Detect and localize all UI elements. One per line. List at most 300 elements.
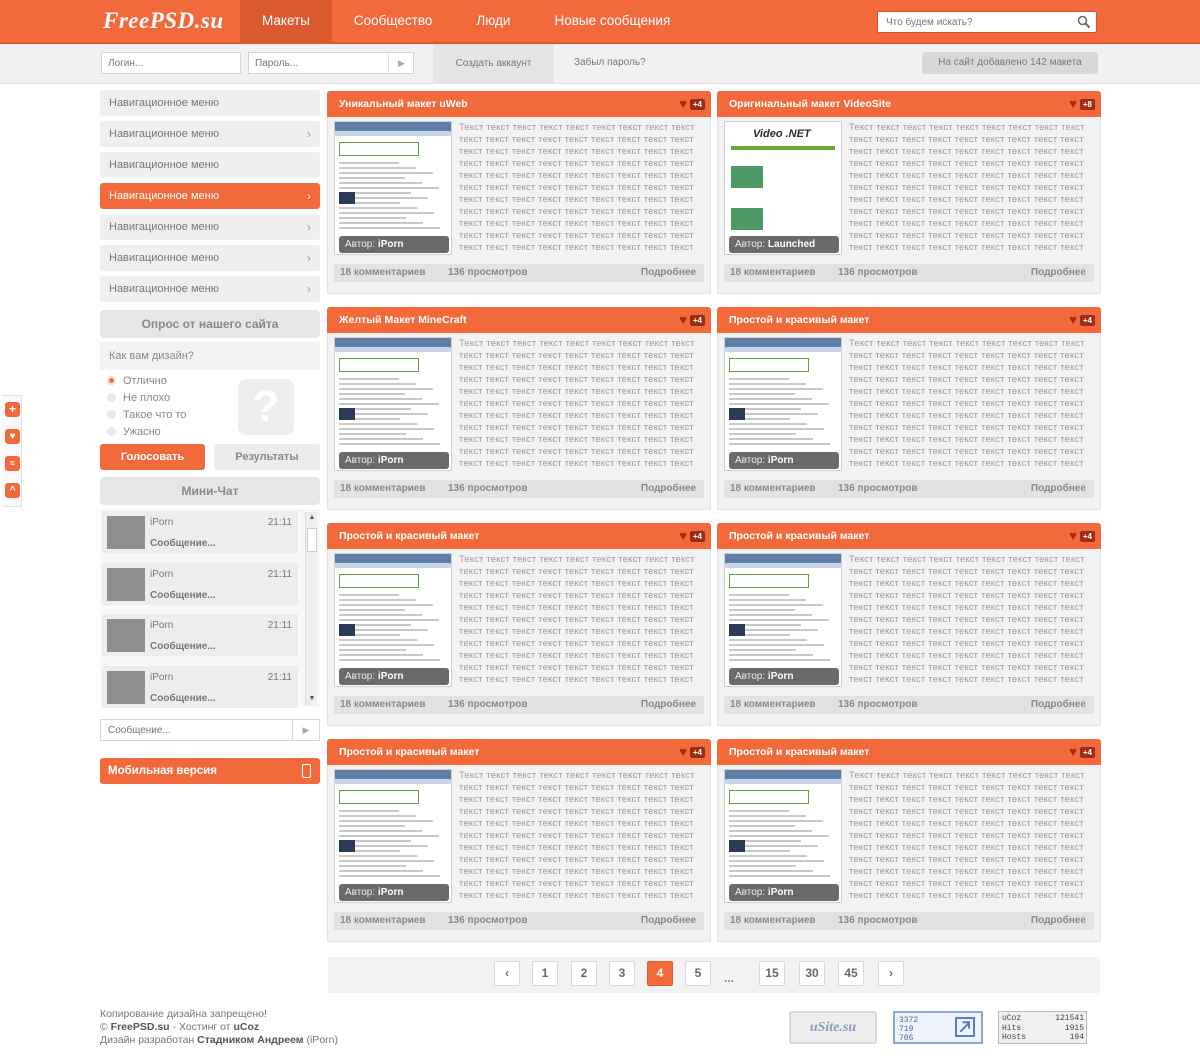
thumbnail-line	[729, 855, 807, 857]
scroll-down-arrow-icon[interactable]: ▼	[308, 695, 316, 702]
poll-option-label: Ужасно	[123, 426, 161, 438]
thumbnail-line	[339, 187, 439, 189]
stats-total: 121541	[1055, 1014, 1084, 1023]
nav-people[interactable]: Люди	[476, 13, 511, 28]
card-thumbnail[interactable]	[334, 769, 452, 903]
card-thumbnail[interactable]	[724, 337, 842, 471]
more-link[interactable]: Подробнее	[640, 915, 696, 926]
card-body	[717, 765, 1101, 942]
rating-badge: +4	[690, 99, 705, 110]
thumbnail-line	[729, 875, 830, 877]
heart-icon[interactable]: ♥	[5, 429, 20, 444]
thumbnail-line	[729, 433, 796, 435]
views-count: 136 просмотров	[448, 267, 528, 278]
next-page-button[interactable]: ›	[878, 961, 904, 986]
phone-icon	[302, 764, 311, 778]
author-pill	[339, 236, 449, 253]
thumbnail-line	[339, 810, 399, 812]
nav-item-label: Навигационное меню	[109, 190, 219, 202]
thumbnail-line	[729, 860, 824, 862]
radio-selected-icon[interactable]	[107, 376, 116, 385]
page-link[interactable]: 15	[759, 961, 785, 986]
views-count: 136 просмотров	[838, 267, 918, 278]
mini-chat-title: Мини-Чат	[100, 477, 320, 505]
chat-time: 21:11	[267, 672, 292, 683]
card-description: Текст текст текст текст текст текст текст текст текст текст текст текст текст текст текст текст текст текст текст текст текст текст текст текст текст текст текст текст текст текст текст текст текст текст текст текст текст текст текст текст текст текст текст текст текст текст текст текст текст текст текст текст текст текст текст текст текст текст текст текст текст текст текст текст текст текст текст текст текст текст текст текст текст текст текст текст текст текст текст текст текст текст текст текст текст текст текст текст текст текст текст текст текст текст текст текст текст текст текст	[849, 553, 1085, 685]
card-body	[327, 549, 711, 726]
copyright-sign: ©	[100, 1021, 111, 1033]
author-label: Автор:	[735, 671, 766, 682]
thumbnail-line	[729, 659, 830, 661]
designer-suffix: (iPorn)	[303, 1034, 338, 1046]
card-header[interactable]	[327, 307, 711, 333]
sidebar-nav-item[interactable]	[100, 121, 320, 147]
thumbnail-line	[729, 649, 796, 651]
heart-icon[interactable]: ♥	[679, 312, 687, 327]
thumbnail-line	[729, 443, 830, 445]
thumbnail-topbar	[335, 122, 451, 131]
nav-item-label: Навигационное меню	[109, 221, 219, 233]
thumbnail-line	[339, 654, 423, 656]
poll-option-label: Не плохо	[123, 392, 171, 404]
site-logo[interactable]: FreePSD.su	[103, 8, 224, 33]
sidebar-nav-item[interactable]	[100, 245, 320, 271]
thumbnail-line	[729, 594, 789, 596]
thumbnail-line	[339, 604, 433, 606]
comments-count[interactable]: 18 комментариев	[340, 267, 426, 278]
author-pill	[339, 668, 449, 685]
more-link[interactable]: Подробнее	[1030, 915, 1086, 926]
thumbnail-line	[339, 162, 399, 164]
card-footer	[724, 480, 1094, 498]
thumbnail-line	[339, 820, 433, 822]
poll-option-label: Такое что то	[123, 409, 187, 421]
thumbnail-line	[729, 815, 806, 817]
card-header[interactable]	[717, 523, 1101, 549]
stats-hosts: 194	[1069, 1033, 1084, 1042]
thumbnail-line	[339, 815, 416, 817]
create-account-link[interactable]: Создать аккаунт	[433, 44, 554, 84]
thumbnail-line	[339, 865, 406, 867]
author-name[interactable]: iPorn	[767, 887, 794, 898]
views-count: 136 просмотров	[838, 915, 918, 926]
nav-item-label: Навигационное меню	[109, 283, 219, 295]
scroll-thumb[interactable]	[307, 528, 317, 552]
comments-count[interactable]: 18 комментариев	[340, 699, 426, 710]
thumbnail-block	[339, 192, 355, 204]
card-body	[327, 117, 711, 294]
author-pill	[729, 668, 839, 685]
sidebar-nav-item[interactable]	[100, 214, 320, 240]
thumbnail-line	[339, 428, 434, 430]
thumbnail-line	[339, 398, 422, 400]
chat-send-button[interactable]: ▶	[293, 719, 320, 741]
card-header[interactable]	[327, 91, 711, 117]
author-label: Автор:	[345, 239, 376, 250]
poll-option[interactable]	[107, 408, 186, 422]
card-thumbnail[interactable]	[334, 121, 452, 255]
poll-title: Опрос от нашего сайта	[100, 310, 320, 338]
thumbnail-line	[729, 614, 812, 616]
author-name[interactable]: Launched	[767, 239, 816, 250]
author-name[interactable]: iPorn	[767, 455, 794, 466]
thumbnail-line	[339, 830, 422, 832]
thumbnail-line	[339, 403, 439, 405]
author-pill	[729, 452, 839, 469]
thumbnail-line	[339, 172, 433, 174]
views-count: 136 просмотров	[448, 483, 528, 494]
layouts-count-badge: На сайт добавлено 142 макета	[922, 52, 1098, 74]
thumbnail-frame	[729, 358, 809, 372]
author-name[interactable]: iPorn	[377, 239, 404, 250]
login-submit-button[interactable]: ▶	[388, 52, 414, 74]
thumbnail-line	[729, 609, 795, 611]
thumbnail-line	[339, 649, 406, 651]
arrow-up-right-icon	[955, 1017, 975, 1037]
poll-question: Как вам дизайн?	[100, 342, 320, 370]
views-count: 136 просмотров	[838, 699, 918, 710]
chat-time: 21:11	[267, 620, 292, 631]
chat-message	[102, 666, 298, 708]
thumbnail-topbar	[725, 554, 841, 563]
thumbnail-block	[729, 624, 745, 636]
scroll-up-icon[interactable]: ^	[5, 483, 20, 498]
nav-item-label: Навигационное меню	[109, 159, 219, 171]
card-body	[717, 333, 1101, 510]
card-title[interactable]: Простой и красивый макет	[339, 530, 480, 542]
rating-badge: +8	[1080, 99, 1095, 110]
thumbnail-line	[729, 393, 795, 395]
poll-option[interactable]	[107, 391, 170, 405]
thumbnail-line	[339, 619, 439, 621]
poll-option[interactable]	[107, 374, 167, 388]
thumbnail-line	[339, 207, 417, 209]
card-title[interactable]: Простой и красивый макет	[729, 746, 870, 758]
pagination	[328, 957, 1100, 993]
thumbnail-line	[729, 378, 789, 380]
heart-icon[interactable]: ♥	[1069, 96, 1077, 111]
thumbnail-line	[729, 388, 823, 390]
card-thumbnail[interactable]	[724, 769, 842, 903]
page-link-current[interactable]: 4	[647, 961, 673, 986]
thumbnail-line	[729, 810, 789, 812]
comments-count[interactable]: 18 комментариев	[340, 915, 426, 926]
page-link[interactable]: 1	[532, 961, 558, 986]
thumbnail-menubar	[335, 779, 451, 784]
sidebar-nav-item[interactable]	[100, 90, 320, 116]
chat-time: 21:11	[267, 569, 292, 580]
vote-button[interactable]: Голосовать	[100, 444, 205, 470]
thumbnail-block	[731, 208, 763, 230]
designer-name[interactable]: Стадником Андреем	[197, 1034, 304, 1046]
card-header[interactable]	[327, 523, 711, 549]
radio-icon[interactable]	[107, 393, 116, 402]
site-link[interactable]: FreePSD.su	[110, 1021, 170, 1033]
counter-value: 3372	[899, 1016, 919, 1025]
add-icon[interactable]: +	[5, 402, 20, 417]
author-name[interactable]: iPorn	[767, 671, 794, 682]
author-pill	[339, 884, 449, 901]
page-link[interactable]: 3	[609, 961, 635, 986]
comments-count[interactable]: 18 комментариев	[730, 699, 816, 710]
author-label: Автор:	[735, 239, 766, 250]
thumbnail-line	[339, 659, 440, 661]
chat-message	[102, 511, 298, 553]
card-footer	[334, 264, 704, 282]
thumbnail-line	[339, 594, 399, 596]
card-title[interactable]: Простой и красивый макет	[729, 314, 870, 326]
thumbnail-line	[339, 222, 423, 224]
chat-username[interactable]: iPorn	[150, 517, 174, 528]
mobile-version-button[interactable]	[100, 758, 320, 784]
radio-icon[interactable]	[107, 427, 116, 436]
more-link[interactable]: Подробнее	[640, 267, 696, 278]
thumbnail-line	[339, 860, 434, 862]
chevron-right-icon: ›	[307, 220, 311, 234]
author-label: Автор:	[735, 887, 766, 898]
thumbnail-frame	[729, 574, 809, 588]
chat-text: Сообщение...	[150, 590, 216, 601]
nav-item-label: Навигационное меню	[109, 128, 219, 140]
thumbnail-line	[729, 835, 829, 837]
chat-text: Сообщение...	[150, 538, 216, 549]
results-button[interactable]: Результаты	[214, 444, 320, 470]
avatar[interactable]	[107, 671, 145, 704]
card-title[interactable]: Уникальный макет uWeb	[339, 98, 468, 110]
avatar[interactable]	[107, 619, 145, 652]
nav-item-label: Навигационное меню	[109, 97, 219, 109]
thumbnail-line	[339, 639, 417, 641]
thumbnail-frame	[339, 358, 419, 372]
question-mark-icon: ?	[238, 379, 294, 435]
comments-count[interactable]: 18 комментариев	[730, 915, 816, 926]
comments-count[interactable]: 18 комментариев	[730, 483, 816, 494]
card-thumbnail[interactable]	[334, 553, 452, 687]
thumbnail-line	[339, 875, 440, 877]
thumbnail-line	[339, 212, 434, 214]
counter-value: 706	[899, 1034, 914, 1043]
sidebar-nav-item[interactable]	[100, 152, 320, 178]
thumbnail-line	[729, 428, 824, 430]
thumbnail-line	[339, 388, 433, 390]
card-title[interactable]: Простой и красивый макет	[729, 530, 870, 542]
usite-banner[interactable]: uSite.su	[789, 1011, 877, 1044]
rating-badge: +4	[1080, 315, 1095, 326]
comments-count[interactable]: 18 комментариев	[730, 267, 816, 278]
author-label: Автор:	[345, 671, 376, 682]
avatar[interactable]	[107, 516, 145, 549]
page-link[interactable]: 45	[838, 961, 864, 986]
card-description: Текст текст текст текст текст текст текст текст текст текст текст текст текст текст текст текст текст текст текст текст текст текст текст текст текст текст текст текст текст текст текст текст текст текст текст текст текст текст текст текст текст текст текст текст текст текст текст текст текст текст текст текст текст текст текст текст текст текст текст текст текст текст текст текст текст текст текст текст текст текст текст текст текст текст текст текст текст текст текст текст текст текст текст текст текст текст текст текст текст текст текст текст текст текст текст текст текст текст текст	[849, 337, 1085, 469]
thumbnail-line	[339, 599, 416, 601]
thumbnail-line	[729, 825, 795, 827]
author-label: Автор:	[345, 887, 376, 898]
search-box	[877, 11, 1097, 33]
thumbnail-bar	[731, 146, 835, 150]
thumbnail-line	[339, 182, 422, 184]
author-name[interactable]: iPorn	[377, 887, 404, 898]
login-bar	[0, 44, 1200, 84]
card-thumbnail[interactable]	[334, 337, 452, 471]
thumbnail-line	[339, 227, 440, 229]
chat-message	[102, 614, 298, 656]
more-link[interactable]: Подробнее	[640, 699, 696, 710]
ucoz-counter-banner[interactable]	[893, 1011, 983, 1044]
thumbnail-line	[729, 865, 796, 867]
card-description: Текст текст текст текст текст текст текст текст текст текст текст текст текст текст текст текст текст текст текст текст текст текст текст текст текст текст текст текст текст текст текст текст текст текст текст текст текст текст текст текст текст текст текст текст текст текст текст текст текст текст текст текст текст текст текст текст текст текст текст текст текст текст текст текст текст текст текст текст текст текст текст текст текст текст текст текст текст текст текст текст текст текст текст текст текст текст текст текст текст текст текст текст текст текст текст текст текст текст текст	[849, 769, 1085, 901]
thumbnail-line	[729, 383, 806, 385]
chat-text: Сообщение...	[150, 693, 216, 704]
thumbnail-line	[729, 654, 813, 656]
card-title[interactable]: Простой и красивый макет	[339, 746, 480, 758]
author-pill	[339, 452, 449, 469]
rating-badge: +4	[1080, 747, 1095, 758]
thumbnail-line	[339, 614, 422, 616]
heart-icon[interactable]: ♥	[679, 744, 687, 759]
chevron-right-icon: ›	[307, 189, 311, 203]
more-link[interactable]: Подробнее	[1030, 699, 1086, 710]
chat-scrollbar[interactable]	[305, 512, 317, 705]
poll-option-label: Отлично	[123, 375, 167, 387]
chat-username[interactable]: iPorn	[150, 569, 174, 580]
thumbnail-logo: Video .NET	[753, 128, 811, 140]
ucoz-stats-counter[interactable]	[998, 1011, 1087, 1044]
comments-count[interactable]: 18 комментариев	[340, 483, 426, 494]
card-header[interactable]	[717, 739, 1101, 765]
more-link[interactable]: Подробнее	[1030, 267, 1086, 278]
poll-option[interactable]	[107, 425, 161, 439]
thumbnail-menubar	[725, 347, 841, 352]
card-footer	[334, 480, 704, 498]
designer-prefix: Дизайн разработан	[100, 1034, 198, 1046]
views-count: 136 просмотров	[448, 699, 528, 710]
thumbnail-line	[339, 167, 416, 169]
hosting-text: - Хостинг от	[169, 1021, 234, 1033]
heart-icon[interactable]: ♥	[1069, 528, 1077, 543]
thumbnail-line	[729, 599, 806, 601]
card-title[interactable]: Желтый Макет MineCraft	[339, 314, 467, 326]
main-nav	[240, 0, 692, 44]
card-header[interactable]	[717, 307, 1101, 333]
chevron-right-icon: ›	[307, 282, 311, 296]
thumbnail-topbar	[725, 338, 841, 347]
thumbnail-line	[339, 378, 399, 380]
stats-title: uCoz	[1002, 1014, 1022, 1023]
sidebar-menu	[100, 90, 320, 307]
card-footer	[334, 912, 704, 930]
heart-icon[interactable]: ♥	[679, 96, 687, 111]
thumbnail-topbar	[335, 338, 451, 347]
search-icon[interactable]	[1077, 15, 1091, 29]
card-footer	[724, 264, 1094, 282]
more-link[interactable]: Подробнее	[640, 483, 696, 494]
thumbnail-line	[339, 443, 440, 445]
copy-notice: Копирование дизайна запрещено!	[100, 1008, 267, 1020]
thumbnail-line	[339, 855, 417, 857]
thumbnail-line	[729, 619, 829, 621]
thumbnail-line	[339, 383, 416, 385]
author-pill	[729, 884, 839, 901]
card-thumbnail[interactable]	[724, 553, 842, 687]
rss-icon[interactable]: ≈	[5, 456, 20, 471]
pagination-ellipsis: ...	[724, 971, 735, 985]
card-body	[327, 333, 711, 510]
sidebar-nav-item[interactable]	[100, 276, 320, 302]
avatar[interactable]	[107, 568, 145, 601]
host-link[interactable]: uCoz	[233, 1021, 260, 1033]
nav-community[interactable]: Сообщество	[353, 13, 433, 28]
thumbnail-line	[339, 644, 434, 646]
nav-layouts[interactable]: Макеты	[240, 0, 332, 44]
stats-hits-label: Hits	[1002, 1024, 1022, 1033]
heart-icon[interactable]: ♥	[1069, 312, 1077, 327]
page-link[interactable]: 5	[685, 961, 711, 986]
chat-username[interactable]: iPorn	[150, 672, 174, 683]
heart-icon[interactable]: ♥	[1069, 744, 1077, 759]
rating-badge: +4	[690, 531, 705, 542]
page-link[interactable]: 30	[799, 961, 825, 986]
card-body	[717, 117, 1101, 294]
card-body	[717, 549, 1101, 726]
thumbnail-line	[729, 820, 823, 822]
thumbnail-frame	[339, 790, 419, 804]
chat-username[interactable]: iPorn	[150, 620, 174, 631]
thumbnail-menubar	[725, 563, 841, 568]
stats-hits: 1915	[1064, 1024, 1084, 1033]
scroll-up-arrow-icon[interactable]: ▲	[308, 514, 316, 521]
card-header[interactable]	[327, 739, 711, 765]
mini-chat-messages	[100, 509, 320, 707]
card-title[interactable]: Оригинальный макет VideoSite	[729, 98, 891, 110]
thumbnail-frame	[729, 790, 809, 804]
card-description: Текст текст текст текст текст текст текст текст текст текст текст текст текст текст текст текст текст текст текст текст текст текст текст текст текст текст текст текст текст текст текст текст текст текст текст текст текст текст текст текст текст текст текст текст текст текст текст текст текст текст текст текст текст текст текст текст текст текст текст текст текст текст текст текст текст текст текст текст текст текст текст текст текст текст текст текст текст текст текст текст текст текст текст текст текст текст текст текст текст текст текст текст текст текст текст текст текст текст текст	[849, 121, 1085, 253]
thumbnail-line	[729, 639, 807, 641]
more-link[interactable]: Подробнее	[1030, 483, 1086, 494]
prev-page-button[interactable]: ‹	[494, 961, 520, 986]
author-name[interactable]: iPorn	[377, 455, 404, 466]
nav-new-messages[interactable]: Новые сообщения	[554, 13, 671, 28]
radio-icon[interactable]	[107, 410, 116, 419]
card-thumbnail[interactable]	[724, 121, 842, 255]
thumbnail-line	[729, 398, 812, 400]
thumbnail-menubar	[335, 131, 451, 136]
login-field[interactable]	[101, 52, 241, 74]
sidebar-nav-item-active[interactable]	[100, 183, 320, 209]
thumbnail-frame	[339, 142, 419, 156]
stats-hosts-label: Hosts	[1002, 1033, 1027, 1042]
chevron-right-icon: ›	[307, 251, 311, 265]
heart-icon[interactable]: ♥	[679, 528, 687, 543]
mobile-version-label: Мобильная версия	[108, 765, 217, 777]
thumbnail-line	[339, 825, 405, 827]
author-name[interactable]: iPorn	[377, 671, 404, 682]
thumbnail-block	[339, 624, 355, 636]
footer-copyright	[100, 1008, 338, 1047]
thumbnail-line	[729, 438, 813, 440]
card-body	[327, 765, 711, 942]
card-header[interactable]	[717, 91, 1101, 117]
thumbnail-line	[339, 870, 423, 872]
chat-message-input[interactable]	[100, 719, 293, 741]
rating-badge: +4	[690, 747, 705, 758]
thumbnail-line	[729, 604, 823, 606]
forgot-password-link[interactable]: Забыл пароль?	[574, 57, 646, 68]
thumbnail-line	[339, 609, 405, 611]
designer-line	[100, 1034, 338, 1047]
page-link[interactable]: 2	[571, 961, 597, 986]
thumbnail-topbar	[725, 770, 841, 779]
search-input[interactable]	[886, 12, 1076, 32]
